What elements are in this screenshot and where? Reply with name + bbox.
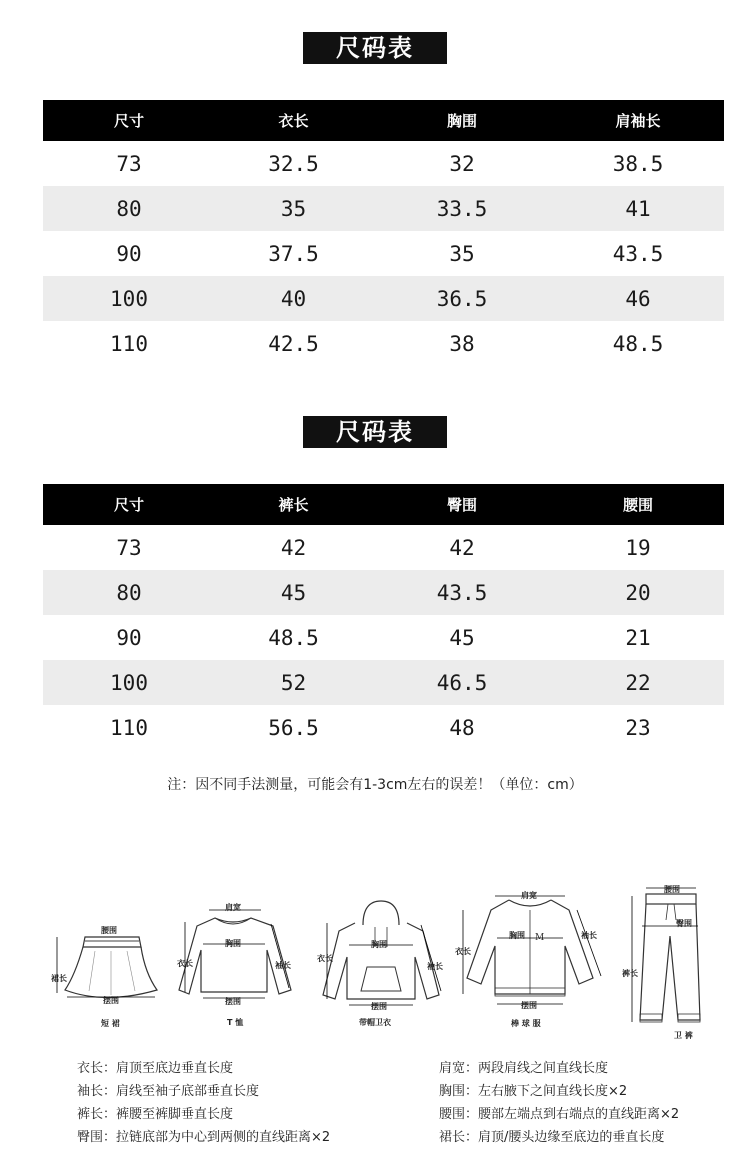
table-cell: 36.5 xyxy=(372,276,552,321)
hoodie-hem-label: 摆围 xyxy=(371,1002,387,1011)
definition-item: 腰围：腰部左端点到右端点的直线距离×2 xyxy=(439,1107,680,1122)
definitions-right xyxy=(439,1057,679,1149)
size-chart-title-2: 尺码表 xyxy=(303,416,447,448)
tshirt-sleeve-label: 袖长 xyxy=(275,961,291,970)
column-header-waist: 腰围 xyxy=(552,484,724,525)
table-row xyxy=(43,186,724,231)
hoodie-name: 带帽卫衣 xyxy=(359,1018,391,1027)
table-row xyxy=(43,615,724,660)
baseball-sleeve-label: 袖长 xyxy=(581,931,597,940)
table-cell: 48.5 xyxy=(268,625,319,650)
table-cell: 80 xyxy=(43,186,215,231)
table-cell: 20 xyxy=(552,570,724,615)
table-cell: 19 xyxy=(625,535,651,560)
table-cell: 23 xyxy=(625,715,651,740)
table-cell: 73 xyxy=(116,535,142,560)
table-cell: 41 xyxy=(552,186,724,231)
skirt-illustration xyxy=(45,925,165,1028)
table-cell: 73 xyxy=(116,151,142,176)
table-cell: 46 xyxy=(552,276,724,321)
column-header-shoulder-sleeve: 肩袖长 xyxy=(552,100,724,141)
baseball-chest-label: 胸围 xyxy=(509,931,525,940)
table-cell: 43.5 xyxy=(372,570,552,615)
table-cell: 45 xyxy=(215,570,372,615)
table-cell: 37.5 xyxy=(268,241,319,266)
table-cell: 110 xyxy=(110,331,148,356)
table-row xyxy=(43,705,724,750)
table-row xyxy=(43,141,724,186)
baseball-shoulder-label: 肩宽 xyxy=(521,891,537,900)
hoodie-length-label: 衣长 xyxy=(317,954,333,963)
tshirt-hem-label: 摆围 xyxy=(225,997,241,1006)
table-cell: 48 xyxy=(449,715,475,740)
table-cell: 90 xyxy=(116,625,142,650)
definition-item: 裙长：肩顶/腰头边缘至底边的垂直长度 xyxy=(439,1130,665,1145)
table-cell: 32 xyxy=(449,151,475,176)
pants-illustration xyxy=(612,880,717,1040)
definition-item: 肩宽：两段肩线之间直线长度 xyxy=(439,1061,609,1076)
table-row xyxy=(43,276,724,321)
table-cell: 110 xyxy=(110,715,148,740)
baseball-hem-label: 摆围 xyxy=(521,1001,537,1010)
table-header-row xyxy=(43,484,724,525)
table-row xyxy=(43,660,724,705)
table-cell: 100 xyxy=(43,276,215,321)
table-cell: 90 xyxy=(116,241,142,266)
size-table-bottom xyxy=(43,484,724,750)
table-cell: 40 xyxy=(215,276,372,321)
table-cell: 32.5 xyxy=(268,151,319,176)
pants-drawing xyxy=(612,880,717,1040)
skirt-length-label: 裙长 xyxy=(51,974,67,983)
column-header-pants-length: 裤长 xyxy=(215,484,372,525)
table-cell: 45 xyxy=(449,625,475,650)
baseball-jacket-name: 棒 球 服 xyxy=(511,1019,541,1028)
table-row xyxy=(43,525,724,570)
definition-item: 胸围：左右腋下之间直线长度×2 xyxy=(439,1084,628,1099)
skirt-name: 短 裙 xyxy=(101,1019,120,1028)
table-cell: 42.5 xyxy=(268,331,319,356)
table-cell: 100 xyxy=(43,660,215,705)
table-cell: 38 xyxy=(449,331,475,356)
table-cell: 21 xyxy=(625,625,651,650)
column-header-size: 尺寸 xyxy=(43,100,215,141)
table-cell: 80 xyxy=(43,570,215,615)
baseball-jacket-illustration xyxy=(455,890,605,1030)
table-cell: 46.5 xyxy=(372,660,552,705)
table-cell: 43.5 xyxy=(612,241,664,266)
hoodie-illustration xyxy=(315,895,445,1025)
table-cell: 35 xyxy=(215,186,372,231)
tshirt-length-label: 衣长 xyxy=(177,959,193,968)
definition-item: 臀围：拉链底部为中心到两侧的直线距离×2 xyxy=(77,1130,331,1145)
hoodie-chest-label: 胸围 xyxy=(371,940,387,949)
pants-length-label: 裤长 xyxy=(622,969,638,978)
definition-item: 袖长：肩线至袖子底部垂直长度 xyxy=(77,1084,260,1099)
column-header-size: 尺寸 xyxy=(43,484,215,525)
pants-hip-label: 臀围 xyxy=(676,919,692,928)
tshirt-shoulder-label: 肩宽 xyxy=(225,903,241,912)
table-cell: 35 xyxy=(449,241,475,266)
table-cell: 22 xyxy=(552,660,724,705)
table-row xyxy=(43,570,724,615)
table-cell: 42 xyxy=(280,535,307,560)
table-cell: 52 xyxy=(215,660,372,705)
svg-text:M: M xyxy=(535,933,545,943)
skirt-hem-label: 摆围 xyxy=(103,996,119,1005)
size-table-top xyxy=(43,100,724,366)
table-row xyxy=(43,321,724,366)
table-cell: 38.5 xyxy=(612,151,664,176)
tshirt-chest-label: 胸围 xyxy=(225,939,241,948)
column-header-length: 衣长 xyxy=(215,100,372,141)
skirt-waist-label: 腰围 xyxy=(101,926,117,935)
hoodie-sleeve-label: 袖长 xyxy=(427,962,443,971)
pants-name: 卫 裤 xyxy=(674,1031,693,1040)
size-chart-title-1: 尺码表 xyxy=(303,32,447,64)
pants-waist-label: 腰围 xyxy=(664,885,680,894)
definition-item: 衣长：肩顶至底边垂直长度 xyxy=(77,1061,234,1076)
table-row xyxy=(43,231,724,276)
table-cell: 48.5 xyxy=(612,331,664,356)
table-header-row xyxy=(43,100,724,141)
baseball-length-label: 衣长 xyxy=(455,947,471,956)
definition-item: 裤长：裤腰至裤脚垂直长度 xyxy=(77,1107,234,1122)
measurement-note: 注：因不同手法测量，可能会有1-3cm左右的误差！（单位：cm） xyxy=(167,777,583,793)
definitions-left xyxy=(77,1057,330,1149)
table-cell: 33.5 xyxy=(372,186,552,231)
tshirt-name: T 恤 xyxy=(227,1018,244,1027)
table-cell: 42 xyxy=(449,535,475,560)
table-cell: 56.5 xyxy=(268,715,319,740)
column-header-hip: 臀围 xyxy=(372,484,552,525)
column-header-chest: 胸围 xyxy=(372,100,552,141)
tshirt-illustration xyxy=(175,900,295,1025)
